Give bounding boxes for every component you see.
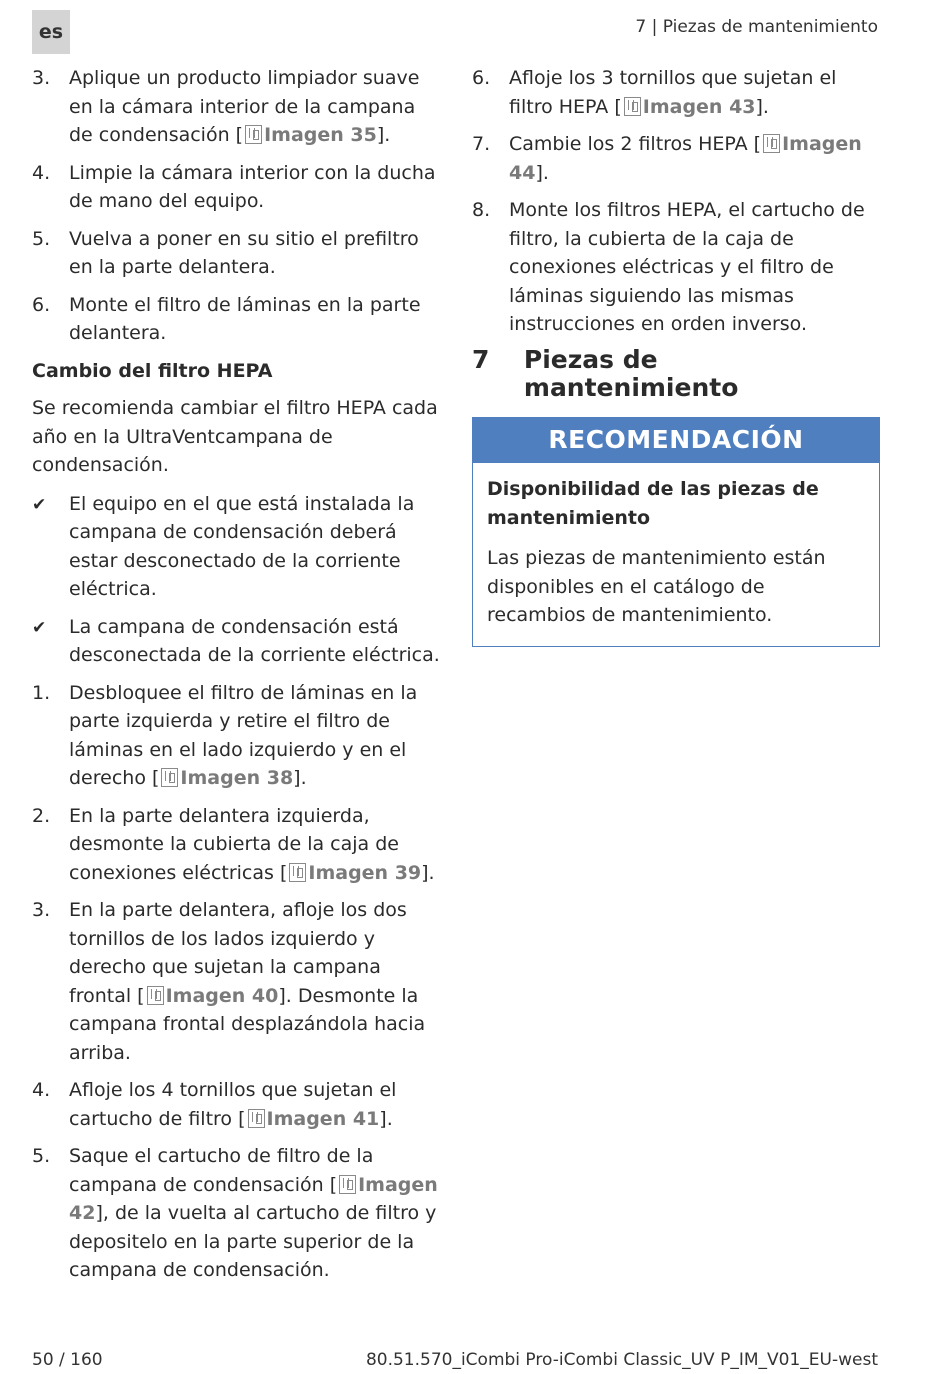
steps-list-b <box>32 679 440 1285</box>
step-number: 3. <box>32 67 51 89</box>
figure-icon <box>248 1109 265 1128</box>
figure-reference-link[interactable]: Imagen 35 <box>264 124 377 146</box>
subheading: Cambio del filtro HEPA <box>32 359 273 382</box>
figure-reference-link[interactable]: Imagen 44 <box>509 133 862 184</box>
document-id: 80.51.570_iCombi Pro-iCombi Classic_UV P_IM_V01_EU-west <box>365 1350 878 1370</box>
list-item <box>32 1142 440 1285</box>
figure-icon <box>624 97 641 116</box>
step-text-after: ]. <box>379 1107 393 1130</box>
figure-icon <box>245 125 262 144</box>
step-number: 7. <box>472 133 491 155</box>
step-number: 2. <box>32 804 51 827</box>
right-column <box>472 64 880 647</box>
prerequisite-text: El equipo en el que está instalada la campana de condensación deberá estar desconectado de la corriente eléctrica. <box>69 492 415 600</box>
list-item <box>32 679 440 793</box>
steps-list-a <box>32 64 440 348</box>
step-text <box>69 896 440 1067</box>
step-text <box>69 802 440 888</box>
step-text-main: En la parte delantera, afloje los dos tornillos de los lados izquierdo y derecho que sujetan la campana frontal [ <box>69 899 407 1007</box>
section-title: Piezas de mantenimiento <box>523 344 739 402</box>
step-number: 6. <box>32 293 51 316</box>
step-text <box>69 1076 440 1133</box>
step-text <box>69 159 440 216</box>
prerequisite-list <box>32 490 440 670</box>
figure-reference-link[interactable]: Imagen 42 <box>69 1173 438 1224</box>
step-text <box>69 225 440 282</box>
left-column <box>32 64 440 1294</box>
step-number: 6. <box>472 67 491 89</box>
step-text-after: ], de la vuelta al cartucho de filtro y depositelo en la parte superior de la campana de condensación. <box>69 1202 437 1281</box>
running-header: 7 | Piezas de mantenimiento <box>635 17 878 37</box>
prerequisite-text: La campana de condensación está desconectada de la corriente eléctrica. <box>69 615 440 666</box>
step-text-main: Aplique un producto limpiador suave en la cámara interior de la campana de condensación [ <box>69 67 420 146</box>
step-text-main: Limpie la cámara interior con la ducha de mano del equipo. <box>69 161 436 212</box>
figure-reference-link[interactable]: Imagen 43 <box>642 95 756 118</box>
figure-icon <box>161 768 178 787</box>
step-number: 5. <box>32 1145 51 1167</box>
figure-reference-link[interactable]: Imagen 39 <box>308 861 422 884</box>
checkmark-icon: ✔ <box>32 617 47 638</box>
step-text-after: ]. <box>535 161 549 184</box>
step-text <box>69 1142 440 1285</box>
list-item <box>32 802 440 888</box>
step-text <box>509 196 880 339</box>
step-text-main: Monte el filtro de láminas en la parte delantera. <box>69 293 421 344</box>
step-text-after: ]. <box>376 124 391 146</box>
recommendation-text: Las piezas de mantenimiento están disponibles en el catálogo de recambios de mantenimiento. <box>487 547 826 626</box>
language-tab: es <box>32 10 70 54</box>
list-item <box>472 196 880 339</box>
step-text <box>69 291 440 348</box>
figure-icon <box>289 863 306 882</box>
step-text-main: Cambie los 2 filtros HEPA [ <box>509 133 762 155</box>
page-number: 50 / 160 <box>32 1350 103 1370</box>
figure-icon <box>147 986 164 1005</box>
figure-icon <box>763 134 780 153</box>
step-text-main: Afloje los 3 tornillos que sujetan el filtro HEPA [ <box>509 67 837 118</box>
step-number: 3. <box>32 899 51 921</box>
list-item <box>32 225 440 282</box>
checkmark-icon: ✔ <box>32 494 47 515</box>
step-number: 5. <box>32 227 51 250</box>
step-text-main: Saque el cartucho de filtro de la campana de condensación [ <box>69 1145 374 1196</box>
step-text-main: Monte los filtros HEPA, el cartucho de filtro, la cubierta de la caja de conexiones eléctricas y el filtro de láminas siguiendo las mismas instrucciones en orden inverso. <box>509 199 865 335</box>
step-text <box>69 64 440 150</box>
step-text-main: Vuelva a poner en su sitio el prefiltro en la parte delantera. <box>69 227 419 278</box>
step-text-after: ]. <box>293 767 307 789</box>
prerequisite-item <box>32 613 440 670</box>
prerequisite-item <box>32 490 440 604</box>
section-heading <box>472 346 880 403</box>
step-text-main: En la parte delantera izquierda, desmonte la cubierta de la caja de conexiones eléctricas [ <box>69 804 399 884</box>
step-text <box>509 64 880 121</box>
section-number: 7 <box>472 344 490 374</box>
steps-list-right <box>472 64 880 339</box>
step-text-main: Desbloquee el filtro de láminas en la parte izquierda y retire el filtro de láminas en el lado izquierdo y en el derecho [ <box>69 681 418 789</box>
step-text-main: Afloje los 4 tornillos que sujetan el cartucho de filtro [ <box>69 1079 397 1130</box>
list-item <box>32 896 440 1067</box>
step-number: 4. <box>32 161 51 184</box>
figure-reference-link[interactable]: Imagen 40 <box>165 984 279 1007</box>
list-item <box>472 64 880 121</box>
figure-reference-link[interactable]: Imagen 38 <box>180 767 294 789</box>
recommendation-title: RECOMENDACIÓN <box>473 418 879 464</box>
recommendation-body <box>473 463 879 646</box>
list-item <box>32 1076 440 1133</box>
list-item <box>32 64 440 150</box>
recommendation-box <box>472 417 880 647</box>
figure-icon <box>339 1175 356 1194</box>
step-text-after: ]. <box>421 861 435 884</box>
step-number: 4. <box>32 1079 51 1101</box>
step-number: 1. <box>32 681 51 704</box>
step-text-after: ]. Desmonte la campana frontal desplazándola hacia arriba. <box>69 984 426 1064</box>
list-item <box>472 130 880 187</box>
step-text <box>69 679 440 793</box>
step-text-after: ]. <box>755 95 769 118</box>
list-item <box>32 291 440 348</box>
intro-paragraph: Se recomienda cambiar el filtro HEPA cada año en la UltraVentcampana de condensación. <box>32 397 438 476</box>
figure-reference-link[interactable]: Imagen 41 <box>266 1107 380 1130</box>
recommendation-heading: Disponibilidad de las piezas de mantenimiento <box>487 478 819 529</box>
step-number: 8. <box>472 199 491 221</box>
list-item <box>32 159 440 216</box>
step-text <box>509 130 880 187</box>
